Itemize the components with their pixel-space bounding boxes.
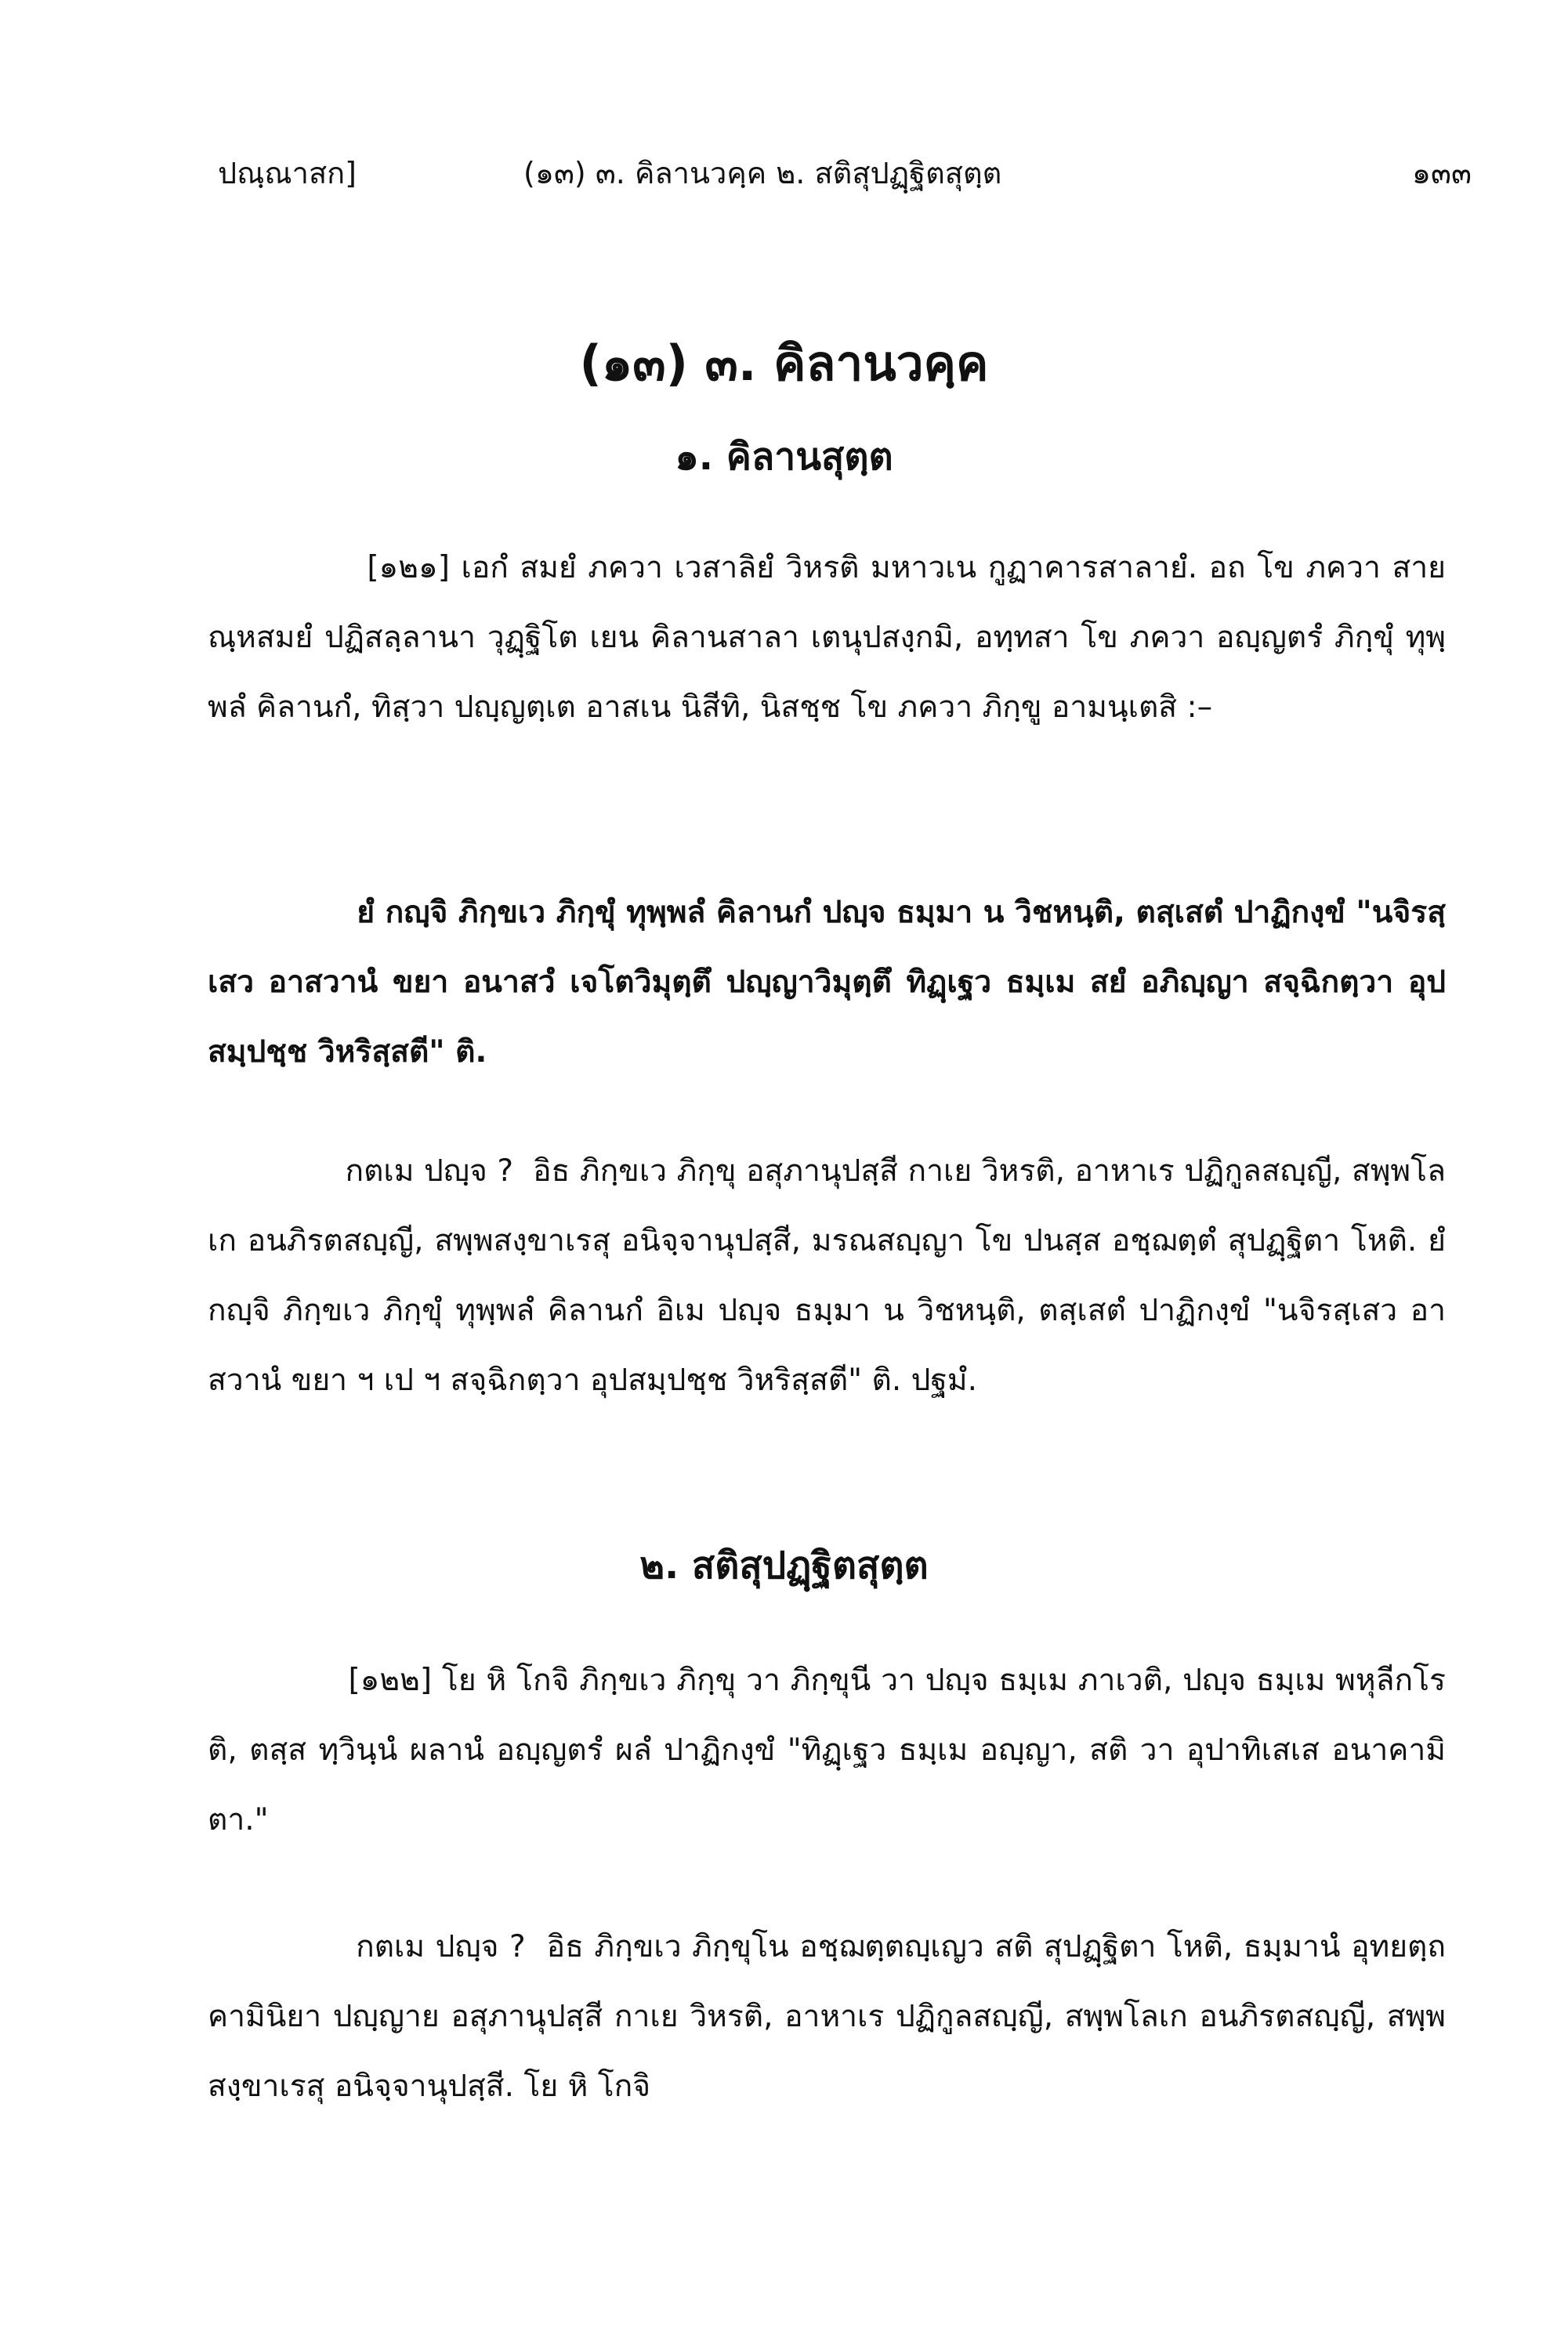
running-head-left: ปณฺณาสก] (218, 156, 357, 190)
sutta-title-2: ๒. สติสุปฏฺฐิตสุตฺต (639, 1544, 929, 1588)
paragraph-katame-panca-1: กตเม ปญฺจ ? อิธ ภิกฺขเว ภิกฺขุ อสุภานุปสฺสี กาเย วิหรติ, อาหาเร ปฏิกูลสญฺญี, สพฺพโลเก อนภิรตสญฺญี, สพฺพสงฺขาเรสุ อนิจฺจานุปสฺสี, มรณสญฺญา โข ปนสฺส อชฺฌตฺตํ สุปฏฺฐิตา โหติ. ยํ กญฺจิ ภิกฺขเว ภิกฺขุํ ทุพฺพลํ คิลานกํ อิเม ปญฺจ ธมฺมา น วิชหนฺติ, ตสฺเสตํ ปาฏิกงฺขํ "นจิรสฺเสว อาสวานํ ขยา ฯ เป ฯ สจฺฉิกตฺวา อุปสมฺปชฺช วิหริสฺสตี" ติ. ปฐมํ. (208, 1153, 1456, 1398)
running-head-center: (๑๓) ๓. คิลานวคฺค ๒. สติสุปฏฺฐิตสุตฺต (523, 156, 1002, 190)
sutta-title-1: ๑. คิลานสุตฺต (675, 435, 893, 479)
paragraph-122: [๑๒๒] โย หิ โกจิ ภิกฺขเว ภิกฺขุ วา ภิกฺขุนี วา ปญฺจ ธมฺเม ภาเวติ, ปญฺจ ธมฺเม พหุลีกโรติ, ตสฺส ทฺวินฺนํ ผลานํ อญฺญตรํ ผลํ ปาฏิกงฺขํ "ทิฏฺเฐว ธมฺเม อญฺญา, สติ วา อุปาทิเสเส อนาคามิตา." (208, 1663, 1447, 1837)
chapter-title: (๑๓) ๓. คิลานวคฺค (579, 335, 989, 392)
running-head (218, 141, 1472, 196)
paragraph-five-dhammas: ยํ กญฺจิ ภิกฺขเว ภิกฺขุํ ทุพฺพลํ คิลานกํ ปญฺจ ธมฺมา น วิชหนฺติ, ตสฺเสตํ ปาฏิกงฺขํ "นจิรสฺเสว อาสวานํ ขยา อนาสวํ เจโตวิมุตฺตึ ปญฺญาวิมุตฺตึ ทิฏฺเฐว ธมฺเม สยํ อภิญฺญา สจฺฉิกตฺวา อุปสมฺปชฺช วิหริสฺสตี" ติ. (208, 895, 1446, 1070)
page-number: ๑๓๓ (1411, 156, 1472, 190)
paragraph-121: [๑๒๑] เอกํ สมยํ ภควา เวสาลิยํ วิหรติ มหาวเน กูฏาคารสาลายํ. อถ โข ภควา สายณฺหสมยํ ปฏิสลฺลานา วุฏฺฐิโต เยน คิลานสาลา เตนุปสงฺกมิ, อทฺทสา โข ภควา อญฺญตรํ ภิกฺขุํ ทุพฺพลํ คิลานกํ, ทิสฺวา ปญฺญตฺเต อาสเน นิสีทิ, นิสชฺช โข ภควา ภิกฺขู อามนฺเตสิ :– (208, 550, 1446, 725)
paragraph-katame-panca-2: กตเม ปญฺจ ? อิธ ภิกฺขเว ภิกฺขุโน อชฺฌตฺตญฺเญว สติ สุปฏฺฐิตา โหติ, ธมฺมานํ อุทยตฺถคามินิยา ปญฺญาย อสุภานุปสฺสี กาเย วิหรติ, อาหาเร ปฏิกูลสญฺญี, สพฺพโลเก อนภิรตสญฺญี, สพฺพสงฺขาเรสุ อนิจฺจานุปสฺสี. โย หิ โกจิ (208, 1929, 1446, 2104)
